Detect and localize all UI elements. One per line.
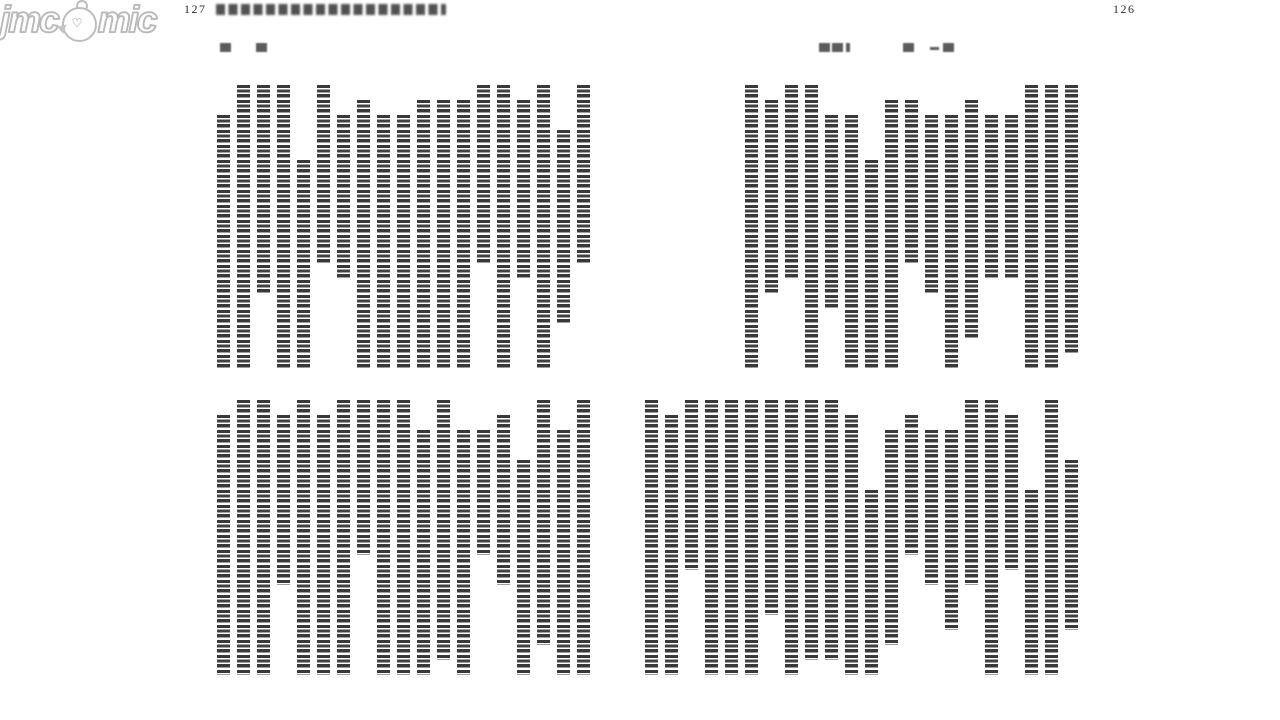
redacted-text-column xyxy=(765,400,778,615)
redacted-text-column xyxy=(785,400,798,675)
page-number-left: 127 xyxy=(184,2,207,16)
redacted-text-column xyxy=(805,85,818,370)
redacted-text-column xyxy=(277,85,290,370)
redacted-text-column xyxy=(925,430,938,585)
redacted-text-column xyxy=(1045,85,1058,370)
redacted-text-column xyxy=(537,85,550,370)
logo-text-right: mic xyxy=(97,0,156,40)
redacted-text-column xyxy=(437,100,450,370)
redacted-text-column xyxy=(1065,85,1078,355)
redacted-text-column xyxy=(745,85,758,370)
redacted-text-column xyxy=(417,430,430,675)
page-number-right: 126 xyxy=(1113,2,1136,16)
page-126-text-band-top xyxy=(740,85,1078,370)
redacted-text-column xyxy=(477,430,490,555)
redacted-text-column xyxy=(357,400,370,555)
redacted-text-column xyxy=(497,85,510,370)
page-126-text-band-bottom xyxy=(645,400,1078,675)
redacted-text-column xyxy=(357,100,370,370)
redacted-text-column xyxy=(1025,85,1038,370)
redacted-text-column xyxy=(557,430,570,675)
logo-text-left: jmc xyxy=(0,0,58,40)
redacted-text-column xyxy=(397,400,410,675)
redacted-text-column xyxy=(237,400,250,675)
redacted-text-column xyxy=(217,415,230,675)
redacted-text-column xyxy=(417,100,430,370)
redacted-text-column xyxy=(277,415,290,585)
redacted-text-column xyxy=(497,415,510,585)
redacted-text-column xyxy=(517,460,530,675)
redacted-text-column xyxy=(1005,115,1018,280)
page-127-text-band-bottom xyxy=(205,400,590,675)
redacted-text-column xyxy=(985,400,998,675)
redacted-text-column xyxy=(925,115,938,295)
redacted-text-column xyxy=(1045,400,1058,675)
redacted-text-column xyxy=(577,400,590,675)
redacted-text-column xyxy=(885,100,898,370)
redacted-text-column xyxy=(945,430,958,630)
redacted-text-column xyxy=(457,430,470,675)
redacted-text-column xyxy=(965,100,978,340)
redacted-text-column xyxy=(905,100,918,265)
page-127-text-band-top xyxy=(205,85,590,370)
redacted-text-column xyxy=(685,400,698,570)
redacted-text-column xyxy=(665,415,678,675)
redacted-text-column xyxy=(217,115,230,370)
redacted-text-column xyxy=(745,400,758,675)
redacted-text-column xyxy=(517,100,530,280)
redacted-text-column xyxy=(1065,460,1078,630)
redacted-text-column xyxy=(377,115,390,370)
redacted-text-column xyxy=(765,100,778,295)
redacted-text-column xyxy=(645,400,658,675)
redacted-text-column xyxy=(825,115,838,310)
redacted-text-column xyxy=(845,115,858,370)
redacted-text-column xyxy=(885,430,898,645)
redacted-text-column xyxy=(705,400,718,675)
redacted-text-column xyxy=(805,400,818,660)
redacted-text-column xyxy=(557,130,570,325)
redacted-text-column xyxy=(537,400,550,645)
redacted-text-column xyxy=(477,85,490,265)
redacted-text-column xyxy=(457,100,470,370)
redacted-text-column xyxy=(337,400,350,675)
redacted-text-column xyxy=(865,160,878,370)
redacted-text-column xyxy=(257,85,270,295)
redacted-text-column xyxy=(257,400,270,675)
mascot-heart-icon: ♡ xyxy=(71,15,81,30)
redacted-text-column xyxy=(865,490,878,675)
redacted-text-column xyxy=(237,85,250,370)
redacted-text-column xyxy=(845,415,858,675)
redacted-text-column xyxy=(297,160,310,370)
redacted-text-column xyxy=(397,115,410,370)
redacted-text-column xyxy=(905,415,918,555)
redacted-text-column xyxy=(317,415,330,675)
redacted-text-column xyxy=(985,115,998,280)
redacted-text-column xyxy=(785,85,798,280)
redacted-text-column xyxy=(437,400,450,660)
redacted-text-column xyxy=(825,400,838,660)
redacted-text-column xyxy=(945,115,958,370)
redacted-text-column xyxy=(725,400,738,675)
redacted-text-column xyxy=(965,400,978,585)
redacted-text-column xyxy=(337,115,350,280)
redacted-text-column xyxy=(317,85,330,265)
redacted-text-column xyxy=(377,400,390,675)
redacted-text-column xyxy=(1005,415,1018,570)
redacted-text-column xyxy=(1025,490,1038,675)
redacted-text-column xyxy=(577,85,590,265)
redacted-text-column xyxy=(297,400,310,675)
